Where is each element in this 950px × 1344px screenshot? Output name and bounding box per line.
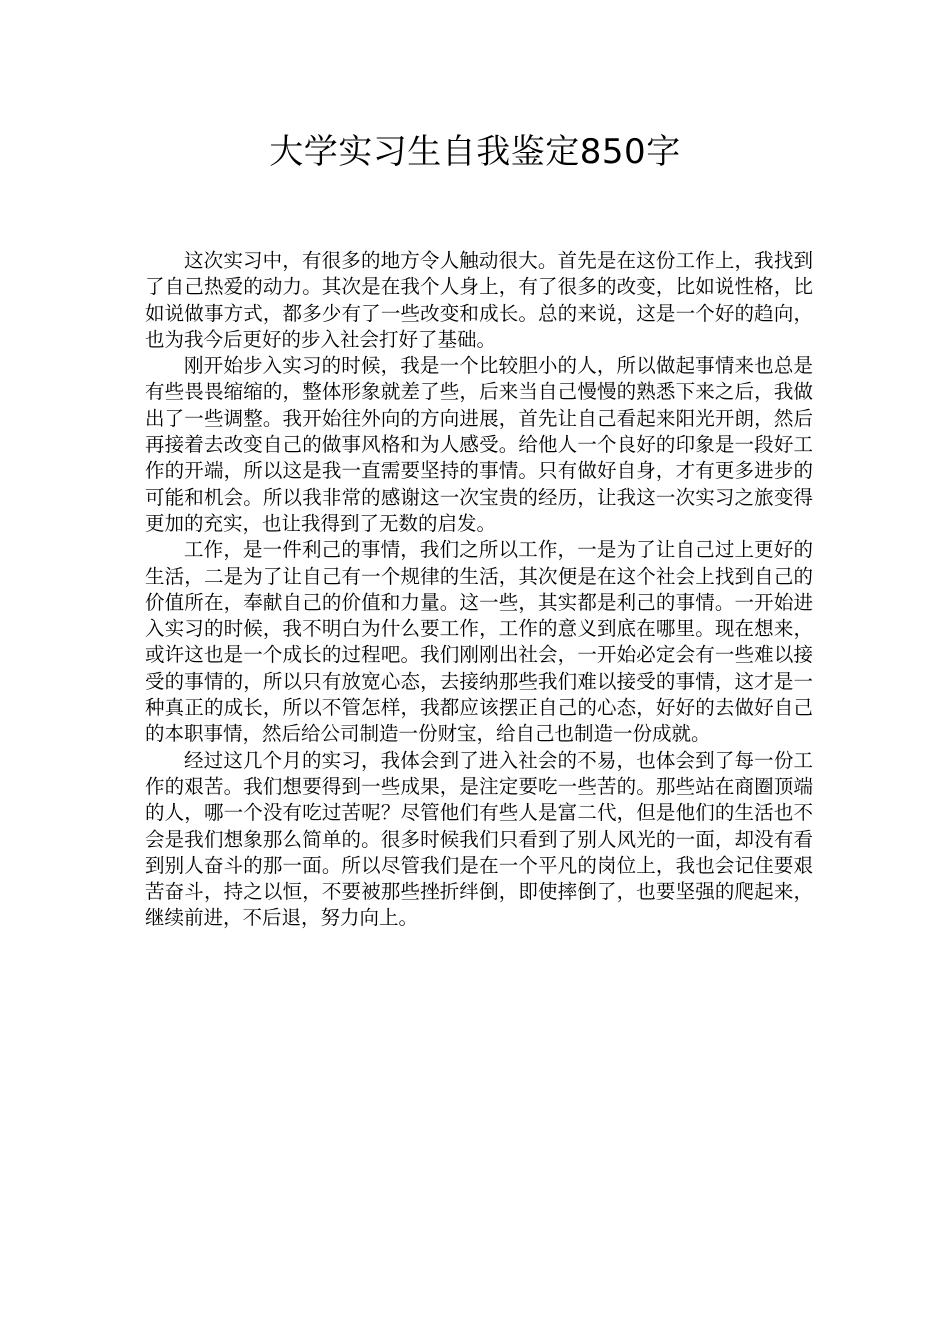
paragraph-3: 工作，是一件利己的事情，我们之所以工作，一是为了让自己过上更好的生活，二是为了让自己有一个规律的生活，其次便是在这个社会上找到自己的价值所在，奉献自己的价值和力量。这一些，其实都是利己的事情。一开始进入实习的时候，我不明白为什么要工作，工作的意义到底在哪里。现在想来，或许这也是一个成长的过程吧。我们刚刚出社会，一开始必定会有一些难以接受的事情的，所以只有放宽心态，去接纳那些我们难以接受的事情，这才是一种真正的成长，所以不管怎样，我都应该摆正自己的心态，好好的去做好自己的本职事情，然后给公司制造一份财宝，给自己也制造一份成就。 (145, 538, 813, 746)
document-body (145, 248, 813, 932)
paragraph-1: 这次实习中，有很多的地方令人触动很大。首先是在这份工作上，我找到了自己热爱的动力。其次是在我个人身上，有了很多的改变，比如说性格，比如说做事方式，都多少有了一些改变和成长。总的来说，这是一个好的趋向，也为我今后更好的步入社会打好了基础。 (145, 249, 813, 351)
document-title: 大学实习生自我鉴定850字 (269, 132, 681, 172)
paragraph-4: 经过这几个月的实习，我体会到了进入社会的不易，也体会到了每一份工作的艰苦。我们想要得到一些成果，是注定要吃一些苦的。那些站在商圈顶端的人，哪一个没有吃过苦呢？尽管他们有些人是富二代，但是他们的生活也不会是我们想象那么简单的。很多时候我们只看到了别人风光的一面，却没有看到别人奋斗的那一面。所以尽管我们是在一个平凡的岗位上，我也会记住要艰苦奋斗，持之以恒，不要被那些挫折绊倒，即使摔倒了，也要坚强的爬起来，继续前进，不后退，努力向上。 (145, 748, 813, 930)
paragraph-2: 刚开始步入实习的时候，我是一个比较胆小的人，所以做起事情来也总是有些畏畏缩缩的，整体形象就差了些，后来当自己慢慢的熟悉下来之后，我做出了一些调整。我开始往外向的方向进展，首先让自己看起来阳光开朗，然后再接着去改变自己的做事风格和为人感受。给他人一个良好的印象是一段好工作的开端，所以这是我一直需要坚持的事情。只有做好自身，才有更多进步的可能和机会。所以我非常的感谢这一次宝贵的经历，让我这一次实习之旅变得更加的充实，也让我得到了无数的启发。 (145, 354, 813, 535)
